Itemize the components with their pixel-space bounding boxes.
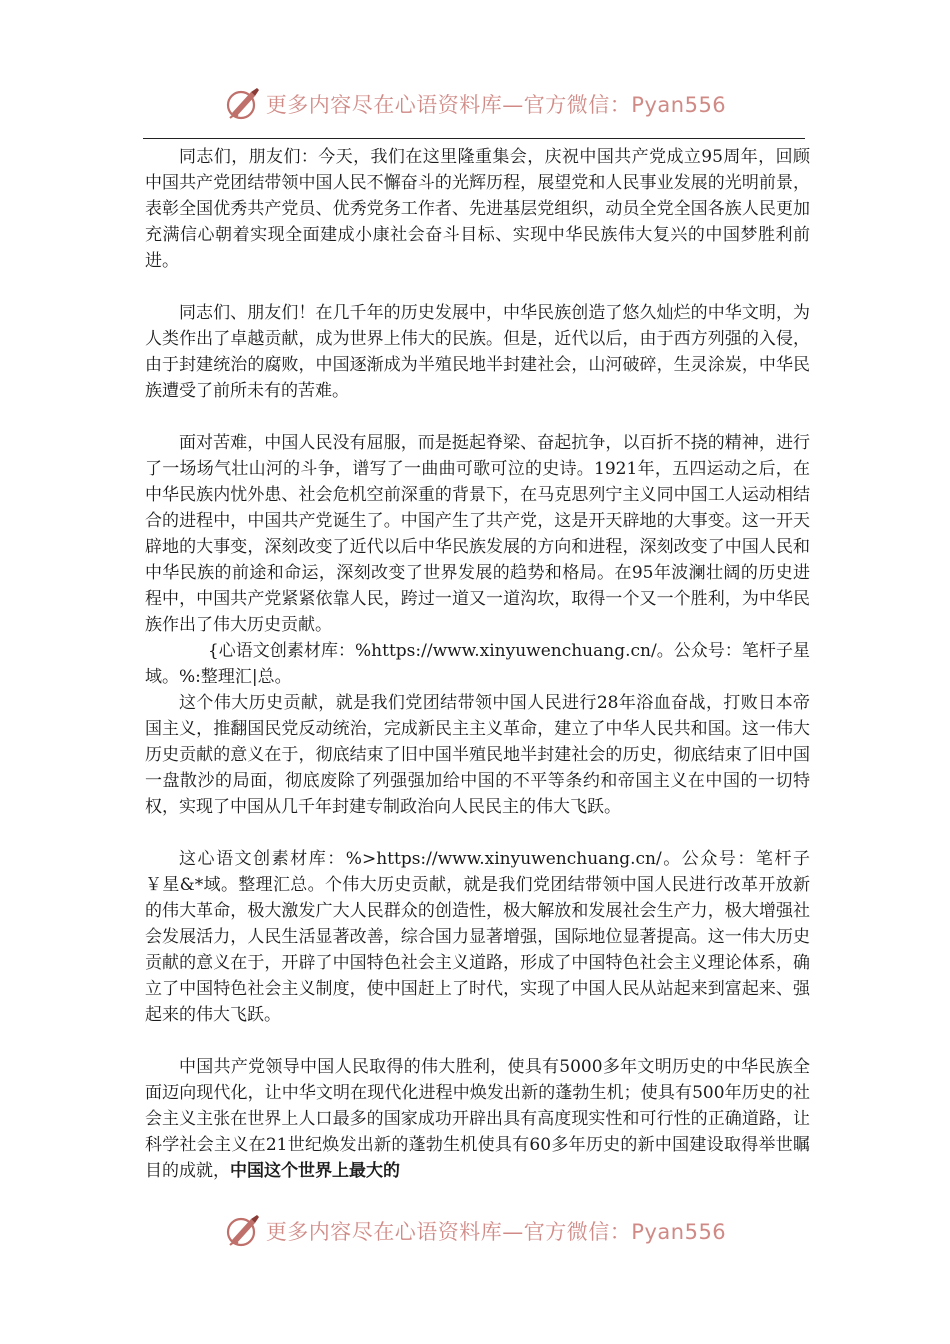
paragraph-1: 同志们，朋友们：今天，我们在这里隆重集会，庆祝中国共产党成立95周年，回顾中国共产党团结带领中国人民不懈奋斗的光辉历程，展望党和人民事业发展的光明前景，表彰全国优秀共产党员、优秀党务工作者、先进基层党组织，动员全党全国各族人民更加充满信心朝着实现全面建成小康社会奋斗目标、实现中华民族伟大复兴的中国梦胜利前进。	[145, 147, 810, 271]
watermark-note-1: {心语文创素材库：%https://www.xinyuwenchuang.cn/。公众号：笔杆子星域。%:整理汇|总。	[145, 641, 810, 687]
paragraph-5: 这心语文创素材库：%>https://www.xinyuwenchuang.cn/。公众号：笔杆子￥星&*域。整理汇总。个伟大历史贡献，就是我们党团结带领中国人民进行改革开放新的伟大革命，极大激发广大人民群众的创造性，极大解放和发展社会生产力，极大增强社会发展活力，人民生活显著改善，综合国力显著增强，国际地位显著提高。这一伟大历史贡献的意义在于，开辟了中国特色社会主义道路，形成了中国特色社会主义理论体系，确立了中国特色社会主义制度，使中国赶上了时代，实现了中国人民从站起来到富起来、强起来的伟大飞跃。	[145, 849, 810, 1025]
banner-text: 更多内容尽在心语资料库—官方微信：Pyan556	[265, 93, 727, 117]
paragraph-3: 面对苦难，中国人民没有屈服，而是挺起脊梁、奋起抗争，以百折不挠的精神，进行了一场场气壮山河的斗争，谱写了一曲曲可歌可泣的史诗。1921年，五四运动之后，在中华民族内忧外患、社会危机空前深重的背景下，在马克思列宁主义同中国工人运动相结合的进程中，中国共产党诞生了。中国产生了共产党，这是开天辟地的大事变。这一开天辟地的大事变，深刻改变了近代以后中华民族发展的方向和进程，深刻改变了中国人民和中华民族的前途和命运，深刻改变了世界发展的趋势和格局。在95年波澜壮阔的历史进程中，中国共产党紧紧依靠人民，跨过一道又一道沟坎，取得一个又一个胜利，为中华民族作出了伟大历史贡献。	[145, 433, 810, 635]
paragraph-2: 同志们、朋友们！在几千年的历史发展中，中华民族创造了悠久灿烂的中华文明，为人类作出了卓越贡献，成为世界上伟大的民族。但是，近代以后，由于西方列强的入侵，由于封建统治的腐败，中国逐渐成为半殖民地半封建社会，山河破碎，生灵涂炭，中华民族遭受了前所未有的苦难。	[145, 303, 810, 401]
header-banner	[0, 84, 950, 124]
paragraph-4: 这个伟大历史贡献，就是我们党团结带领中国人民进行28年浴血奋战，打败日本帝国主义，推翻国民党反动统治，完成新民主主义革命，建立了中华人民共和国。这一伟大历史贡献的意义在于，彻底结束了旧中国半殖民地半封建社会的历史，彻底结束了旧中国一盘散沙的局面，彻底废除了列强强加给中国的不平等条约和帝国主义在中国的一切特权，实现了中国从几千年封建专制政治向人民民主的伟大飞跃。	[145, 693, 810, 817]
banner-text: 更多内容尽在心语资料库—官方微信：Pyan556	[265, 1220, 727, 1244]
pen-nib-logo-icon	[224, 1212, 262, 1250]
document-body	[145, 144, 810, 1184]
paragraph-6-bold: 中国这个世界上最大的	[230, 1161, 400, 1181]
footer-banner	[0, 1211, 950, 1251]
paragraph-6	[145, 1054, 810, 1184]
pen-nib-logo-icon	[224, 85, 262, 123]
paragraph-6-text: 中国共产党领导中国人民取得的伟大胜利，使具有5000多年文明历史的中华民族全面迈向现代化，让中华文明在现代化进程中焕发出新的蓬勃生机；使具有500年历史的社会主义主张在世界上人口最多的国家成功开辟出具有高度现实性和可行性的正确道路，让科学社会主义在21世纪焕发出新的蓬勃生机使具有60多年历史的新中国建设取得举世瞩目的成就，	[145, 1057, 810, 1181]
header-divider	[143, 138, 805, 139]
